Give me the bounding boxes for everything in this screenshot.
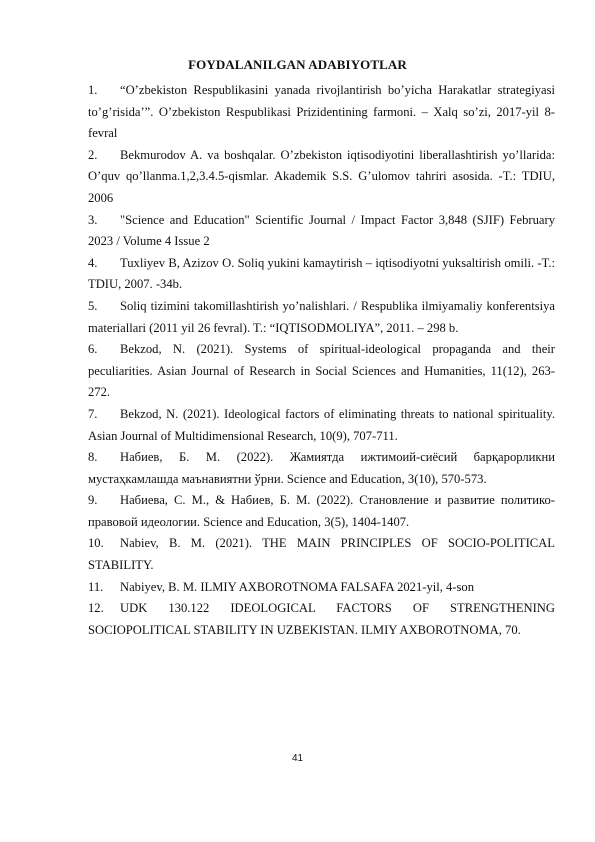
reference-item <box>88 447 555 490</box>
reference-number: 7. <box>88 406 98 421</box>
reference-text: Набиев, Б. М. (2022). Жамиятда ижтимоий-сиёсий барқарорликни мустаҳкамлашда маънавиятни ўрни. Science and Education, 3(10), 570-573. <box>88 450 555 486</box>
reference-item <box>88 253 555 296</box>
reference-text: Nabiev, B. M. (2021). THE MAIN PRINCIPLES OF SOCIO-POLITICAL STABILITY. <box>88 536 555 573</box>
reference-text: Bekmurodov A. va boshqalar. O’zbekiston iqtisodiyotini liberallashtirish yo’llarida: O’quv qo’llanma.1,2,3.4.5-qismlar. Akademik S.S. G’ulomov tahriri asosida. -T.: TDIU, 2006 <box>88 147 555 205</box>
reference-item <box>88 490 555 533</box>
reference-number: 4. <box>88 255 98 270</box>
reference-item <box>88 598 555 641</box>
reference-text: Nabiyev, B. M. ILMIY AXBOROTNOMA FALSAFA 2021-yil, 4-son <box>120 579 475 594</box>
reference-text: Набиева, С. М., & Набиев, Б. М. (2022). Становление и развитие политико-правовой идеологии. Science and Education, 3(5), 1404-1407. <box>88 493 555 529</box>
reference-number: 6. <box>88 342 98 357</box>
reference-item <box>88 210 555 253</box>
page-title: FOYDALANILGAN ADABIYOTLAR <box>188 57 407 72</box>
reference-text: Tuxliyev B, Azizov O. Soliq yukini kamaytirish – iqtisodiyotni yuksaltirish omili. -T.: TDIU, 2007. -34b. <box>88 255 555 292</box>
reference-item <box>88 577 555 599</box>
reference-text: “O’zbekiston Respublikasini yanada rivojlantirish bo’yicha Harakatlar strategiyasi to’g’risida’”. O’zbekiston Respublikasi Prizidentining farmoni. – Xalq so’zi, 2017-yil 8-fevral <box>88 83 555 141</box>
reference-number: 8. <box>88 450 98 465</box>
reference-item <box>88 533 555 576</box>
reference-number: 3. <box>88 212 98 227</box>
reference-number: 2. <box>88 147 98 162</box>
reference-number: 5. <box>88 298 98 313</box>
reference-text: UDK 130.122 IDEOLOGICAL FACTORS OF STRENGTHENING SOCIOPOLITICAL STABILITY IN UZBEKISTAN. ILMIY AXBOROTNOMA, 70. <box>88 601 555 637</box>
reference-number: 10. <box>88 536 104 551</box>
reference-item <box>88 339 555 404</box>
reference-list <box>88 80 555 641</box>
page-number: 41 <box>291 753 304 764</box>
reference-number: 1. <box>88 83 98 97</box>
reference-item <box>88 80 555 145</box>
reference-number: 11. <box>88 579 104 594</box>
reference-text: Soliq tizimini takomillashtirish yo’nalishlari. / Respublika ilmiyamaliy konferentsiya materiallari (2011 yil 26 fevral). T.: “IQTISODMOLIYA”, 2011. – 298 b. <box>88 298 555 335</box>
reference-item <box>88 296 555 339</box>
reference-text: Bekzod, N. (2021). Ideological factors of eliminating threats to national spirituality. Asian Journal of Multidimensional Research, 10(9), 707-711. <box>88 406 555 443</box>
reference-text: "Science and Education" Scientific Journal / Impact Factor 3,848 (SJIF) February 2023 / Volume 4 Issue 2 <box>88 212 555 249</box>
reference-number: 12. <box>88 601 104 616</box>
reference-text: Bekzod, N. (2021). Systems of spiritual-ideological propaganda and their peculiarities. Asian Journal of Research in Social Sciences and Humanities, 11(12), 263-272. <box>88 342 555 400</box>
reference-item <box>88 145 555 210</box>
reference-number: 9. <box>88 493 98 508</box>
reference-item <box>88 404 555 447</box>
